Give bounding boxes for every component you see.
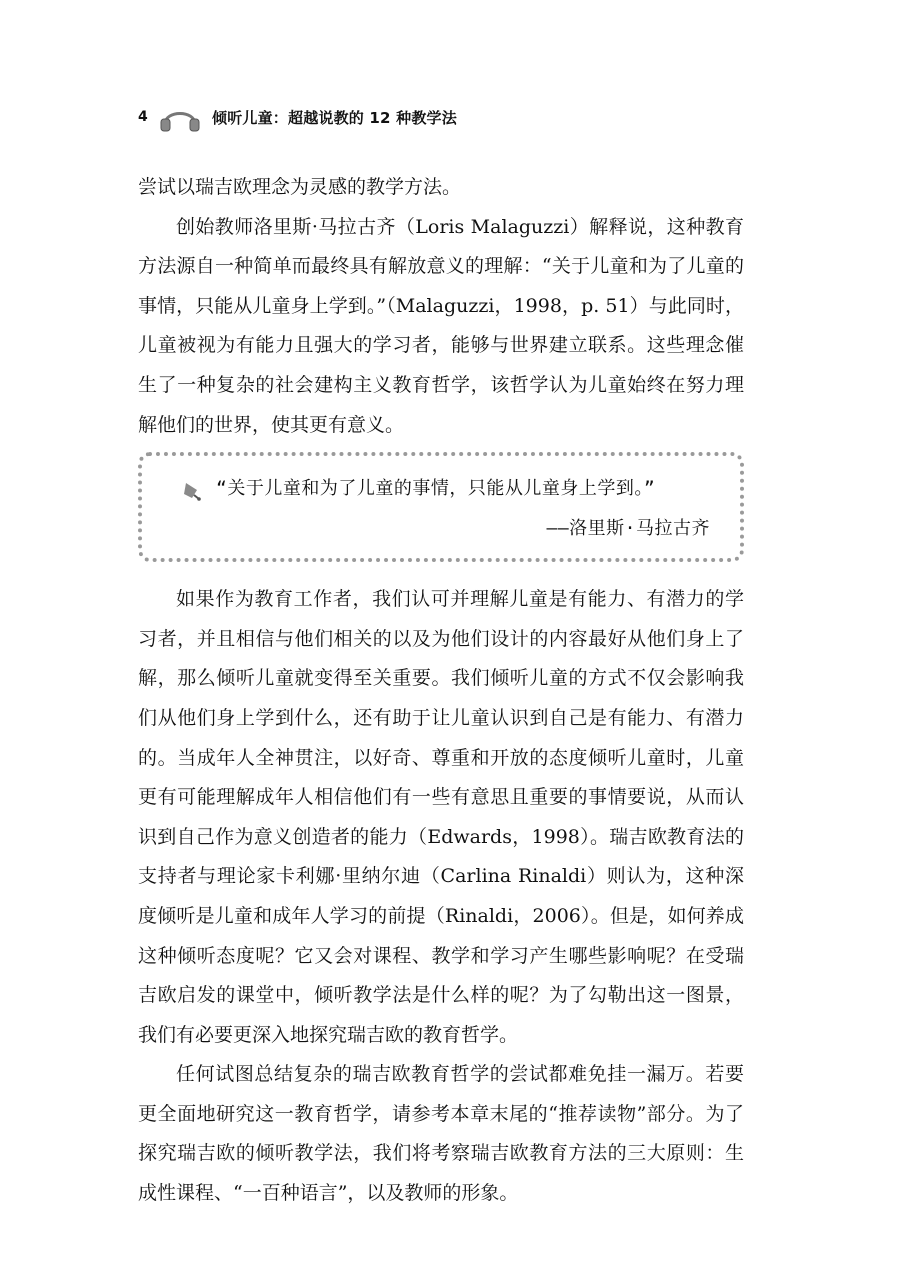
main-text — [138, 168, 744, 1214]
headphones-icon — [158, 102, 202, 132]
bell-icon — [182, 480, 202, 502]
page-number: 4 — [138, 109, 148, 125]
pull-quote-box — [138, 452, 744, 562]
page-header — [138, 102, 457, 132]
paragraph: 尝试以瑞吉欧理念为灵感的教学方法。 — [138, 176, 462, 198]
quote-attribution: ——洛里斯·马拉古齐 — [546, 518, 710, 540]
quote-text: “关于儿童和为了儿童的事情，只能从儿童身上学到。” — [216, 478, 656, 500]
paragraph: 任何试图总结复杂的瑞吉欧教育哲学的尝试都难免挂一漏万。若要更全面地研究这一教育哲学，请参考本章末尾的“推荐读物”部分。为了探究瑞吉欧的倾听教学法，我们将考察瑞吉欧教育方法的三大原则：生成性课程、“一百种语言”，以及教师的形象。 — [138, 1063, 744, 1205]
paragraph: 创始教师洛里斯·马拉古齐（Loris Malaguzzi）解释说，这种教育方法源自一种简单而最终具有解放意义的理解：“关于儿童和为了儿童的事情，只能从儿童身上学到。”（Malaguzzi，1998，p. 51）与此同时，儿童被视为有能力且强大的学习者，能够与世界建立联系。这些理念催生了一种复杂的社会建构主义教育哲学，该哲学认为儿童始终在努力理解他们的世界，使其更有意义。 — [138, 215, 744, 436]
book-title: 倾听儿童：超越说教的 12 种教学法 — [212, 108, 457, 127]
paragraph: 如果作为教育工作者，我们认可并理解儿童是有能力、有潜力的学习者，并且相信与他们相关的以及为他们设计的内容最好从他们身上了解，那么倾听儿童就变得至关重要。我们倾听儿童的方式不仅会影响我们从他们身上学到什么，还有助于让儿童认识到自己是有能力、有潜力的。当成年人全神贯注，以好奇、尊重和开放的态度倾听儿童时，儿童更有可能理解成年人相信他们有一些有意思且重要的事情要说，从而认识到自己作为意义创造者的能力（Edwards，1998）。瑞吉欧教育法的支持者与理论家卡利娜·里纳尔迪（Carlina Rinaldi）则认为，这种深度倾听是儿童和成年人学习的前提（Rinaldi，2006）。但是，如何养成这种倾听态度呢？它又会对课程、教学和学习产生哪些影响呢？在受瑞吉欧启发的课堂中，倾听教学法是什么样的呢？为了勾勒出这一图景，我们有必要更深入地探究瑞吉欧的教育哲学。 — [138, 588, 744, 1046]
